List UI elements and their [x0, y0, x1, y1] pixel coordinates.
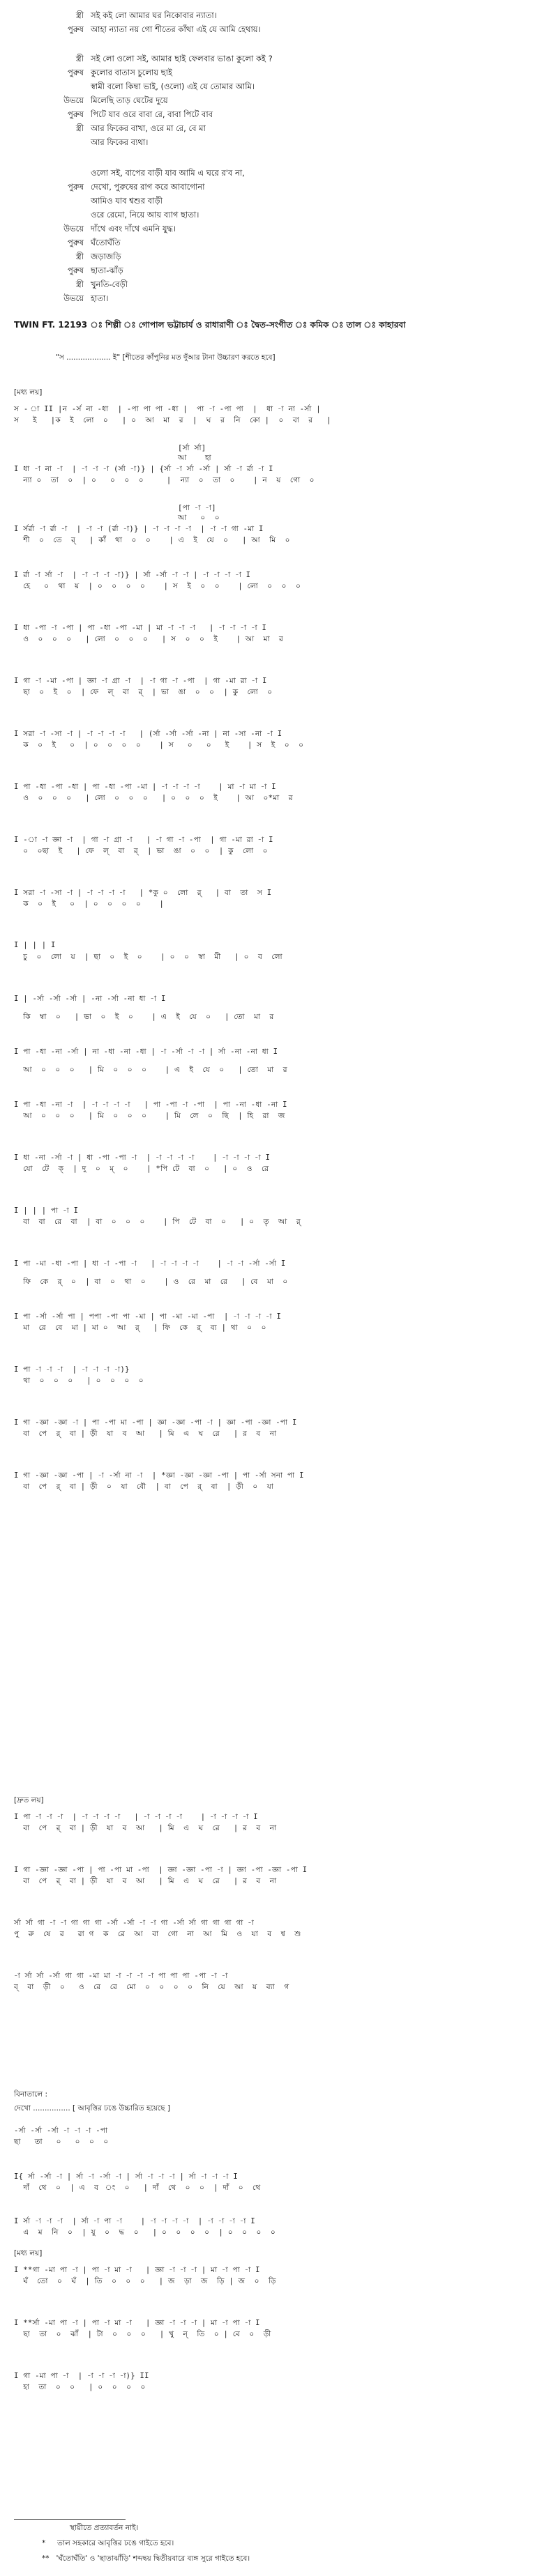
- lyric-text: হাতা।: [91, 293, 109, 303]
- notation-swara-line: I **গা -মা পা -া | পা -া মা -া | জ্ঞা -া -া -া | মা -া পা -া I: [14, 2266, 260, 2274]
- lyric-text: ঘঁতোঘঁতি: [91, 238, 121, 247]
- notation-swara-line: [পা -া -া]: [178, 504, 216, 512]
- notation-lyric-line: হা তা ০ ০ | ০ ০ ০ ০: [14, 2383, 146, 2391]
- notation-lyric-line: হে ০ থা য় | ০ ০ ০ ০ | স ই ০ ০ | লো ০ ০ ০: [14, 582, 301, 590]
- notation-lyric-line: এ ম নি ০ | যু ০ দ্ধ ০ | ০ ০ ০ ০ | ০ ০ ০ ০: [14, 2228, 276, 2237]
- instruction-note: "স ................... ই" [শীতের কাঁপুনির মত দুঁআর টানা উচ্চারণ করতে হবে]: [56, 353, 276, 362]
- footnote: স্থায়ীতে প্রত্যাবর্তন নাই।: [70, 2524, 139, 2532]
- notation-lyric-line: আ ০ ০ ০ | মি ০ ০ ০ | মি লে ০ ছি | হি রা জ: [14, 1112, 285, 1120]
- lyric-text: স্বামী বলো কিম্বা ভাই, (ওলো) এই যে তোমার আমি।: [91, 82, 255, 91]
- notation-lyric-line: চু ০ লো য় | ছা ০ ই ০ | ০ ০ স্বা মী | ০ ব লো: [14, 953, 282, 961]
- notation-swara-line: I র্সা -া -া -া | র্সা -া পা -া | -া -া -া -া | -া -া -া -া I: [14, 2217, 255, 2225]
- speaker: স্ত্রী: [75, 10, 84, 20]
- lyric-line: [28, 167, 245, 181]
- speaker: স্ত্রী: [75, 54, 84, 63]
- notation-lyric-line: ঘঁ তো ০ ঘঁ | তি ০ ০ ০ | জ ড়া জ ড়ি | জ ০ ড়ি: [14, 2277, 276, 2285]
- notation-swara-line: I পা -া -া -া | -া -া -া -া | -া -া -া -া | -া -া -া -া I: [14, 1813, 258, 1821]
- notation-swara-line: I পা -ধা -না -া | -া -া -া -া | পা -পা -া -পা | পা -না -ধা -না I: [14, 1101, 287, 1109]
- notation-swara-line: I গা -মা পা -া | -া -া -া -া)} II: [14, 2372, 149, 2380]
- notation-lyric-line: থা ০ ০ ০ | ০ ০ ০ ০: [14, 1377, 144, 1385]
- notation-swara-line: I পা -ধা -না -র্সা | না -ধা -না -ধা | -া -র্সা -া -া | র্সা -না -না ধা I: [14, 1048, 278, 1056]
- notation-swara-line: I সরা -া -সা -া | -া -া -া -া | (র্সা -র্সা -র্সা -না | না -সা -না -া I: [14, 730, 282, 738]
- notation-lyric-line: শী ০ তে র্ | কাঁ থা ০ ০ | এ ই যে ০ | আ মি ০: [14, 536, 290, 544]
- notation-lyric-line: আ ০ ০: [178, 514, 220, 522]
- lyric-line: [28, 181, 204, 194]
- notation-lyric-line: ও ০ ০ ০ | লো ০ ০ ০ | স ০ ০ ই | আ মা র: [14, 635, 284, 643]
- lyric-line: [28, 195, 163, 208]
- notation-lyric-line: ছা তা ০ ঝাঁ | টা ০ ০ ০ | খু ন্ তি ০ | বে ০ ড়ী: [14, 2330, 271, 2338]
- lyric-line: [28, 10, 217, 23]
- section-label-madhya: [মধ্য লয়]: [14, 388, 43, 397]
- notation-swara-line: I র্রা -া র্সা -া | -া -া -া -া)} | র্সা -র্সা -া -া | -া -া -া -া I: [14, 571, 251, 579]
- lyric-line: [28, 81, 255, 94]
- lyric-line: [28, 24, 261, 37]
- notation-lyric-line: ও ০ ০ ০ | লো ০ ০ ০ | ০ ০ ০ ই | আ ০*মা র: [14, 794, 293, 802]
- speaker: স্ত্রী: [75, 279, 84, 289]
- lyric-line: [28, 137, 148, 150]
- notation-lyric-line: বা পে র্ বা | ড়ী যা ব আ | মি এ ঘ রে | র ব না: [14, 1877, 277, 1885]
- notation-lyric-line: বা বা রে বা | বা ০ ০ ০ | পি টে বা ০ | ০ তৃ আ র্: [14, 1218, 301, 1226]
- section-label-madhya-2: [মধ্য লয়]: [14, 2249, 43, 2257]
- notation-swara-line: I সরা -া -সা -া | -া -া -া -া | *কু ০ লো র্ | বা তা স I: [14, 889, 272, 897]
- lyric-line: [28, 237, 121, 250]
- notation-lyric-line: ন্যা ০ তা ০ | ০ ০ ০ ০ | ন্যা ০ তা ০ | ন য় গো ০: [14, 476, 315, 484]
- speaker: উভয়ে: [63, 95, 84, 105]
- notation-swara-line: I গা -া -মা -পা | জ্ঞা -া গ্রা -া | -া গা -া -পা | গা -মা রা -া I: [14, 677, 267, 685]
- section-label-druta: [দ্রুত লয়]: [14, 1796, 44, 1804]
- speaker: পুরুষ: [68, 68, 84, 77]
- speaker: উভয়ে: [63, 293, 84, 303]
- notation-swara-line: I | -র্সা -র্সা -র্সা | -না -র্সা -না ধা -া I: [14, 995, 166, 1003]
- notation-lyric-line: ফি কে র্ ০ | বা ০ থা ০ | ও রে মা রে | বে মা ০: [14, 1278, 288, 1286]
- lyric-text: আহা ন্যাতা নয় গো শীতের কাঁথা এই যে আমি হেথায়।: [91, 24, 261, 34]
- notation-swara-line: -র্সা -র্সা -র্সা -া -া -া -পা: [14, 2126, 108, 2135]
- lyric-text: কুলোর বাতাস চুলোয় ছাই: [91, 68, 172, 77]
- notation-lyric-line: আ হা: [178, 454, 211, 462]
- lyric-text: মিলেছি তাড় ঘেটের দুয়ে: [91, 95, 168, 105]
- notation-lyric-line: বা পে র্ বা | ড়ী ০ যা বৌ | বা পে র্ বা | ড়ী ০ যা: [14, 1482, 274, 1491]
- speaker: পুরুষ: [68, 24, 84, 34]
- speaker: পুরুষ: [68, 109, 84, 119]
- notation-lyric-line: পু রু ষে র রা গ ক রে আ বা গো না আ মি ও যা ব শ্ব শু: [14, 1930, 301, 1938]
- notation-lyric-line: যো টে ক্ | দু ০ ম্ ০ | *পি টে বা ০ | ০ ও রে: [14, 1165, 269, 1173]
- footnote-rule: [14, 2519, 126, 2520]
- lyric-line: [28, 223, 176, 236]
- notation-swara-line: [র্সা র্সা]: [178, 444, 206, 452]
- lyric-text: আমিও যাব শ্বশুর বাড়ী: [91, 196, 163, 206]
- notation-swara-line: I | | | পা -া I: [14, 1206, 79, 1215]
- record-header: TWIN FT. 12193 ঃ শিল্পী ঃ গোপাল ভট্টাচার্য ও রাধারাণী ঃ দ্বৈত-সংগীত ঃ কমিক ঃ তাল ঃ কাহারবা: [14, 320, 406, 330]
- footnote: * তাল সহকারে আবৃত্তির ঢঙে গাইতে হবে।: [42, 2539, 174, 2547]
- dekho-note: দেখো ................ [ আবৃত্তির ঢঙে উচ্চারিত হয়েছে ]: [14, 2104, 170, 2113]
- speaker: স্ত্রী: [75, 123, 84, 133]
- lyric-text: আর ফিকের বাখা, ওরে মা রে, বে মা: [91, 123, 206, 133]
- lyric-text: ছাতা-ঝাঁড়: [91, 266, 123, 275]
- lyric-line: [28, 265, 123, 278]
- notation-swara-line: I পা -র্সা -র্সা পা | পপা -পা পা -মা | পা -মা -মা -পা | -া -া -া -া I: [14, 1312, 282, 1321]
- notation-lyric-line: ব্ বা ড়ী ০ ও রে রে মো ০ ০ ০ ০ নি য়ে আ য় ব্যা গ: [14, 1983, 289, 1991]
- notation-lyric-line: বা পে র্ বা | ড়ী যা ব আ | মি এ ঘ রে | র ব না: [14, 1824, 277, 1832]
- notation-lyric-line: স ই |ক ই লো ০ | ০ আ মা র | ঘ র নি কো | ০ বা র |: [14, 416, 331, 424]
- notation-swara-line: I ধা -না -র্সা -া | ধা -পা -পা -া | -া -া -া -া | -া -া -া -া I: [14, 1153, 271, 1162]
- speaker: উভয়ে: [63, 224, 84, 233]
- lyric-text: ওরে রেমো, নিয়ে আয় ব্যাগ ছাতা।: [91, 210, 199, 220]
- lyric-text: আর ফিকের ব্যথা।: [91, 137, 149, 147]
- notation-swara-line: I পা -ধা -পা -ধা | পা -ধা -পা -মা | -া -া -া -া | মা -া মা -া I: [14, 783, 276, 791]
- lyric-line: [28, 279, 128, 292]
- notation-swara-line: I গা -জ্ঞা -জ্ঞা -পা | পা -পা মা -পা | জ্ঞা -জ্ঞা -পা -া | জ্ঞা -পা -জ্ঞা -পা I: [14, 1866, 308, 1874]
- bina-tale-label: বিনাতালে :: [14, 2090, 48, 2099]
- speaker: পুরুষ: [68, 266, 84, 275]
- lyric-line: [28, 251, 121, 264]
- notation-lyric-line: কি ম্বা ০ | ভা ০ ই ০ | এ ই যে ০ | তো মা র: [14, 1013, 274, 1021]
- speaker: পুরুষ: [68, 182, 84, 192]
- footnote: ** 'ঘঁতোঘঁতি' ও 'ছাতাঝাঁড়ি' শব্দদ্বয় দ্বিতীয়বারে ব্যঙ্গ সুরে গাইতে হবে।: [42, 2554, 250, 2563]
- lyric-line: [28, 95, 168, 108]
- lyric-line: [28, 209, 199, 222]
- notation-lyric-line: ছা তা ০ ০ ০ ০: [14, 2138, 109, 2146]
- notation-swara-line: I গা -জ্ঞা -জ্ঞা -পা | -া -র্সা না -া | *জ্ঞা -জ্ঞা -জ্ঞা -পা | পা -র্সা সনা পা I: [14, 1471, 304, 1480]
- notation-lyric-line: মা রে বে মা | মা ০ আ র্ | ফি কে র্ ব্য | থা ০ ০: [14, 1324, 266, 1332]
- lyric-line: [28, 123, 206, 136]
- speaker: পুরুষ: [68, 238, 84, 247]
- lyric-line: [28, 53, 273, 66]
- speaker: স্ত্রী: [75, 252, 84, 261]
- notation-swara-line: I -া -া জ্ঞা -া | গা -া গ্রা -া | -া গা -া -পা | গা -মা রা -া I: [14, 836, 273, 844]
- notation-swara-line: I পা -মা -ধা -পা | ধা -া -পা -া | -া -া -া -া | -া -া -র্সা -র্সা I: [14, 1259, 286, 1268]
- lyric-text: পিটে যাব ওরে বাবা রে, বাবা পিটে বাব: [91, 109, 213, 119]
- notation-swara-line: I | | | I: [14, 941, 56, 949]
- notation-lyric-line: আ ০ ০ ০ | মি ০ ০ ০ | এ ই যে ০ | তো মা র: [14, 1066, 287, 1074]
- lyric-line: [28, 293, 108, 306]
- notation-swara-line: -া র্সা র্সা -র্সা গা গা -মা মা -া -া -া -া পা পা পা -পা -া -া: [14, 1972, 228, 1980]
- notation-swara-line: I গা -জ্ঞা -জ্ঞা -া | পা -পা মা -পা | জ্ঞা -জ্ঞা -পা -া | জ্ঞা -পা -জ্ঞা -পা I: [14, 1418, 297, 1427]
- notation-swara-line: I ধা -পা -া -পা | পা -ধা -পা -মা | মা -া -া -া | -া -া -া -া I: [14, 624, 267, 632]
- lyric-text: সই লো ওলো সই, আমার ছাই ফেলবার ভাঙা কুলো কই ?: [91, 54, 273, 63]
- notation-lyric-line: ০ ০ছা ই | ফে ল্ বা র্ | ভা ঙা ০ ০ | কু লো ০: [14, 847, 268, 855]
- notation-lyric-line: ক ০ ই ০ | ০ ০ ০ ০ | স ০ ০ ই | স ই ০ ০: [14, 741, 304, 749]
- notation-swara-line: I{ র্সা -র্সা -া | র্সা -া -র্সা -া | র্সা -া -া -া | র্সা -া -া -া I: [14, 2172, 238, 2181]
- notation-swara-line: র্সা র্সা গা -া -া গা গা গা -র্সা -র্সা -া -া গা -র্সা র্সা গা গা গা গা -া: [14, 1919, 255, 1927]
- notation-swara-line: স - া II |ন -র্স না -ধা | -পা পা পা -ধা | পা -া -পা পা | ধা -া না -র্সা |: [14, 405, 321, 413]
- notation-swara-line: I পা -া -া -া | -া -া -া -া)}: [14, 1365, 130, 1374]
- lyric-text: জড়াজড়ি: [91, 252, 121, 261]
- lyric-text: খুনতি-বেড়ী: [91, 279, 128, 289]
- notation-swara-line: I ধা -া না -া | -া -া -া (র্সা -া)} | {র্সা -া র্সা -র্সা | র্সা -া র্রা -া I: [14, 465, 273, 473]
- notation-lyric-line: বা পে র্ বা | ড়ী যা ব আ | মি এ ঘ রে | র ব না: [14, 1429, 277, 1438]
- notation-lyric-line: ছা ০ ই ০ | ফে ল্ বা র্ | ভা ঙা ০ ০ | কু লো ০: [14, 688, 273, 696]
- notation-swara-line: I **র্সা -মা পা -া | পা -া মা -া | জ্ঞা -া -া -া | মা -া পা -া I: [14, 2319, 260, 2327]
- lyric-line: [28, 109, 213, 122]
- lyric-text: দেখো, পুরুষের রাগ করে আবাগোনা: [91, 182, 205, 192]
- notation-swara-line: I র্সর্রা -া র্রা -া | -া -া (র্রা -া)} | -া -া -া -া | -া -া গা -মা I: [14, 525, 264, 533]
- lyric-line: [28, 67, 172, 80]
- lyric-text: দাঁথে এবং দাঁথে এমনি যুদ্ধ।: [91, 224, 176, 233]
- lyric-text: ওলো সই, বাপের বাড়ী যাব আমি এ ঘরে র'ব না,: [91, 168, 245, 178]
- notation-lyric-line: ক ০ ই ০ | ০ ০ ০ ০ |: [14, 900, 165, 908]
- notation-lyric-line: দাঁ থে ০ | এ ব ং ০ | দাঁ থে ০ ০ | দাঁ ০ থে: [14, 2184, 261, 2192]
- lyric-text: সই কই লো আমার ঘর নিকোবার ন্যাতা।: [91, 10, 217, 20]
